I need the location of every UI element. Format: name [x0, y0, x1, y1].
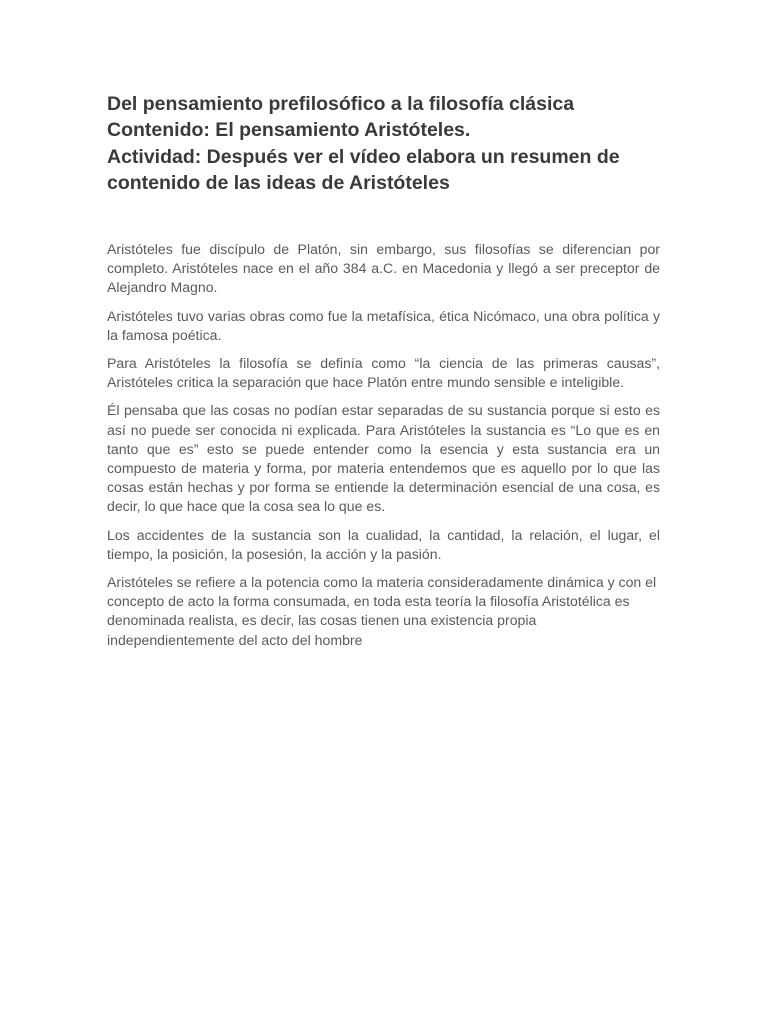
heading-activity-line-continued: contenido de las ideas de Aristóteles [107, 171, 450, 194]
paragraph: Aristóteles se refiere a la potencia como la materia consideradamente dinámica y con el concepto de acto la forma consumada, en toda esta teoría la filosofía Aristotélica es denominada realista, es decir, las cosas tienen una existencia propia independientemente del acto del hombre [107, 574, 657, 648]
paragraph: Él pensaba que las cosas no podían estar separadas de su sustancia porque si esto es así no puede ser conocida ni explicada. Para Aristóteles la sustancia es “Lo que es en tanto que es” esto se puede entender como la esencia y esta sustancia era un compuesto de materia y forma, por materia entendemos que es aquello por lo que las cosas están hechas y por forma se entiende la determinación esencial de una cosa, es decir, lo que hace que la cosa sea lo que es. [107, 402, 660, 515]
paragraph: Para Aristóteles la filosofía se definía como “la ciencia de las primeras causas”, Aristóteles critica la separación que hace Platón entre mundo sensible e inteligible. [107, 355, 660, 391]
document-body [107, 240, 660, 659]
heading-title-line: Del pensamiento prefilosófico a la filosofía clásica [107, 93, 575, 115]
paragraph: Aristóteles fue discípulo de Platón, sin embargo, sus filosofías se diferencian por completo. Aristóteles nace en el año 384 a.C. en Macedonia y llegó a ser preceptor de Alejandro Magno. [107, 241, 660, 296]
heading-content-line: Contenido: El pensamiento Aristóteles. [107, 119, 471, 142]
document-heading [107, 91, 667, 196]
paragraph: Aristóteles tuvo varias obras como fue la metafísica, ética Nicómaco, una obra política y la famosa poética. [107, 307, 660, 343]
paragraph: Los accidentes de la sustancia son la cualidad, la cantidad, la relación, el lugar, el tiempo, la posición, la posesión, la acción y la pasión. [107, 526, 660, 562]
heading-activity-line: Actividad: Después ver el vídeo elabora un resumen de [107, 145, 620, 168]
